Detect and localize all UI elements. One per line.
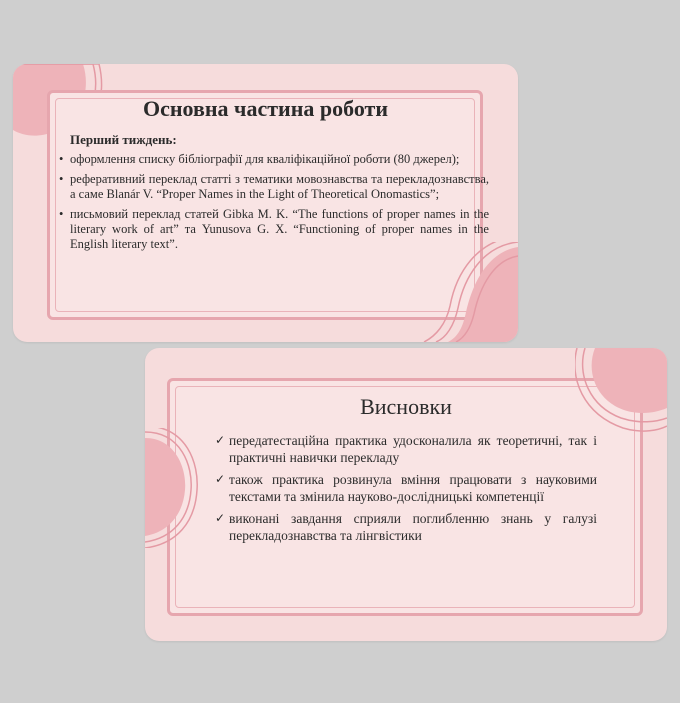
list-item: ✓ також практика розвинула вміння працювати з науковими текстами та змінила науково-дослідницькі компетенції [215, 471, 597, 505]
list-item: ✓ виконані завдання сприяли поглибленню знань у галузі перекладознавства та лінгвістики [215, 510, 597, 544]
slide-card-main-part [13, 64, 518, 342]
list-item: • письмовий переклад статей Gibka M. K. “The functions of proper names in the literary work of art” та Yunusova G. X. “Functioning of proper names in the English literary text”. [57, 207, 489, 252]
list-item: • оформлення списку бібліографії для кваліфікаційної роботи (80 джерел); [57, 152, 489, 167]
task-list [57, 152, 489, 257]
decorative-blob-bottom-right [418, 242, 518, 342]
list-item: ✓ передатестаційна практика удосконалила як теоретичні, так і практичні навички перекладу [215, 432, 597, 466]
decorative-blob-left [145, 428, 200, 548]
slide-title: Висновки [360, 394, 452, 419]
decorative-blob-top-right [575, 348, 667, 438]
conclusions-list [215, 432, 597, 549]
list-item: • реферативний переклад статті з тематики мовознавства та перекладознавства, а саме Blanár V. “Proper Names in the Light of Theoretical Onomastics”; [57, 172, 489, 202]
slide-title: Основна частина роботи [142, 96, 389, 121]
slide-card-conclusions [145, 348, 667, 641]
week-subtitle: Перший тиждень: [70, 132, 177, 147]
